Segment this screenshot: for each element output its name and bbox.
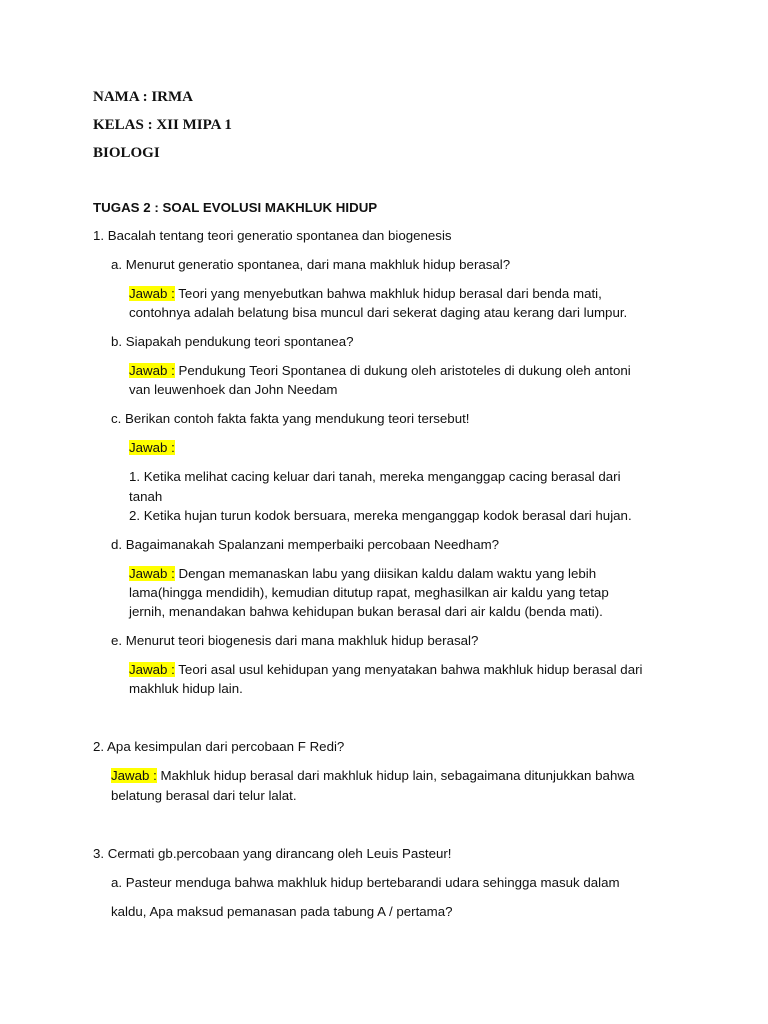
subject-title: BIOLOGI xyxy=(93,145,160,161)
answer-1c-item-1: 1. Ketika melihat cacing keluar dari tanah, mereka menganggap cacing berasal dari xyxy=(129,469,621,484)
answer-1e-line-2: makhluk hidup lain. xyxy=(129,681,243,696)
answer-1c-item-2: 2. Ketika hujan turun kodok bersuara, mereka menganggap kodok berasal dari hujan. xyxy=(129,508,632,523)
answer-2-line-2: belatung berasal dari telur lalat. xyxy=(111,788,297,803)
answer-1b-line-2: van leuwenhoek dan John Needam xyxy=(129,382,338,397)
question-1d: d. Bagaimanakah Spalanzani memperbaiki percobaan Needham? xyxy=(111,537,500,552)
question-1a: a. Menurut generatio spontanea, dari mana makhluk hidup berasal? xyxy=(111,257,511,272)
question-1e: e. Menurut teori biogenesis dari mana makhluk hidup berasal? xyxy=(111,633,479,648)
answer-1d-line-2: lama(hingga mendidih), kemudian ditutup rapat, meghasilkan air kaldu yang tetap xyxy=(129,585,609,600)
student-class: KELAS : XII MIPA 1 xyxy=(93,117,232,133)
question-3: 3. Cermati gb.percobaan yang dirancang oleh Leuis Pasteur! xyxy=(93,846,452,861)
answer-1a-line-1: Jawab : Teori yang menyebutkan bahwa makhluk hidup berasal dari benda mati, xyxy=(129,286,602,301)
question-1b: b. Siapakah pendukung teori spontanea? xyxy=(111,334,354,349)
jawab-label: Jawab : xyxy=(129,363,175,378)
question-1: 1. Bacalah tentang teori generatio spontanea dan biogenesis xyxy=(93,228,452,243)
assignment-title: TUGAS 2 : SOAL EVOLUSI MAKHLUK HIDUP xyxy=(93,200,378,215)
answer-1d-line-3: jernih, menandakan bahwa kehidupan bukan berasal dari air kaldu (benda mati). xyxy=(129,604,603,619)
answer-2-line-1: Jawab : Makhluk hidup berasal dari makhluk hidup lain, sebagaimana ditunjukkan bahwa xyxy=(111,768,635,783)
question-3a-line-1: a. Pasteur menduga bahwa makhluk hidup bertebarandi udara sehingga masuk dalam xyxy=(111,875,620,890)
student-name: NAMA : IRMA xyxy=(93,89,193,105)
answer-1b-line-1: Jawab : Pendukung Teori Spontanea di dukung oleh aristoteles di dukung oleh antoni xyxy=(129,363,631,378)
answer-1c-label xyxy=(129,438,175,458)
jawab-label: Jawab : xyxy=(129,286,175,301)
jawab-label: Jawab : xyxy=(129,440,175,455)
answer-1a-line-2: contohnya adalah belatung bisa muncul dari sekerat daging atau kerang dari lumpur. xyxy=(129,305,628,320)
jawab-label: Jawab : xyxy=(129,662,175,677)
answer-1c-item-1-cont: tanah xyxy=(129,489,163,504)
jawab-label: Jawab : xyxy=(129,566,175,581)
answer-1d-line-1: Jawab : Dengan memanaskan labu yang diisikan kaldu dalam waktu yang lebih xyxy=(129,566,597,581)
jawab-label: Jawab : xyxy=(111,768,157,783)
question-2: 2. Apa kesimpulan dari percobaan F Redi? xyxy=(93,739,345,754)
answer-1e-line-1: Jawab : Teori asal usul kehidupan yang menyatakan bahwa makhluk hidup berasal dari xyxy=(129,662,643,677)
question-3a-line-2: kaldu, Apa maksud pemanasan pada tabung A / pertama? xyxy=(111,904,453,919)
question-1c: c. Berikan contoh fakta fakta yang mendukung teori tersebut! xyxy=(111,411,470,426)
